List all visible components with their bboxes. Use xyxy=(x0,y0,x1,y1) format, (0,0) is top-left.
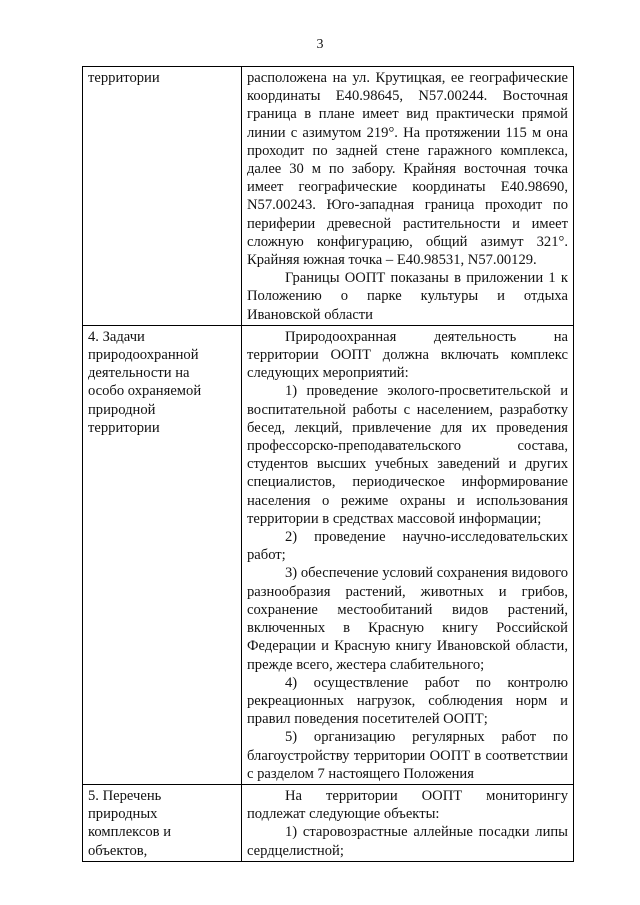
row-content-cell xyxy=(242,784,574,861)
content-paragraph: 1) старовозрастные аллейные посадки липы сердцелистной; xyxy=(247,824,568,859)
row-content-cell xyxy=(242,325,574,784)
row-label-line: деятельности на xyxy=(88,365,190,382)
content-paragraph: На территории ООПТ мониторингу подлежат следующие объекты: xyxy=(247,787,568,823)
content-paragraph: Природоохранная деятельность на территории ООПТ должна включать комплекс следующих мероприятий: xyxy=(247,328,568,382)
content-paragraph: 4) осуществление работ по контролю рекреационных нагрузок, соблюдения норм и правил поведения посетителей ООПТ; xyxy=(247,674,568,728)
row-label-line: 5. Перечень xyxy=(88,787,162,804)
table-row xyxy=(83,325,574,784)
row-label-line: объектов, xyxy=(88,842,148,859)
content-paragraph: 2) проведение научно-исследовательских работ; xyxy=(247,529,568,564)
row-label-cell xyxy=(83,325,242,784)
content-paragraph: 5) организацию регулярных работ по благоустройству территории ООПТ в соответствии с разделом 7 настоящего Положения xyxy=(247,729,568,782)
row-label-cell xyxy=(83,67,242,326)
row-label-line: природоохранной xyxy=(88,347,199,364)
regulation-table xyxy=(82,66,574,862)
table-row xyxy=(83,67,574,326)
table-row xyxy=(83,784,574,861)
row-label-line: 4. Задачи xyxy=(88,328,145,345)
page-number: 3 xyxy=(316,37,324,52)
row-label-line: природных xyxy=(88,806,158,823)
row-label-line: территории xyxy=(88,70,160,86)
content-paragraph: расположена на ул. Крутицкая, ее географические координаты Е40.98645, N57.00244. Восточная граница в плане имеет вид практически прямой линии с азимутом 219°. На протяжении 115 м она проходит по задней стене гаражного комплекса, далее 30 м по забору. Крайняя восточная точка имеет географические координаты Е40.98690, N57.00243. Юго-западная граница проходит по периферии древесной растительности и имеет сложную конфигурацию, общий азимут 321°. Крайняя южная точка – Е40.98531, N57.00129. xyxy=(247,70,568,269)
row-label-cell xyxy=(83,784,242,861)
row-label-line: комплексов и xyxy=(88,824,172,841)
content-paragraph: 3) обеспечение условий сохранения видового разнообразия растений, животных и грибов, сохранение местообитаний видов растений, включенных в Красную книгу Российской Федерации и Красную книгу Ивановской области, прежде всего, жестера слабительного; xyxy=(247,565,568,673)
row-content-cell xyxy=(242,67,574,326)
row-label-line: природной xyxy=(88,401,156,418)
row-label-line: территории xyxy=(88,419,160,436)
row-label-line: особо охраняемой xyxy=(88,383,202,400)
content-paragraph: 1) проведение эколого-просветительской и воспитательной работы с населением, разработку бесед, лекций, привлечение для их проведения профессорско-преподавательского состава, студентов высших учебных заведений и других специалистов, периодическое информирование населения о режиме охраны и использования территории в средствах массовой информации; xyxy=(247,383,568,527)
content-paragraph: Границы ООПТ показаны в приложении 1 к Положению о парке культуры и отдыха Ивановской области xyxy=(247,270,568,323)
